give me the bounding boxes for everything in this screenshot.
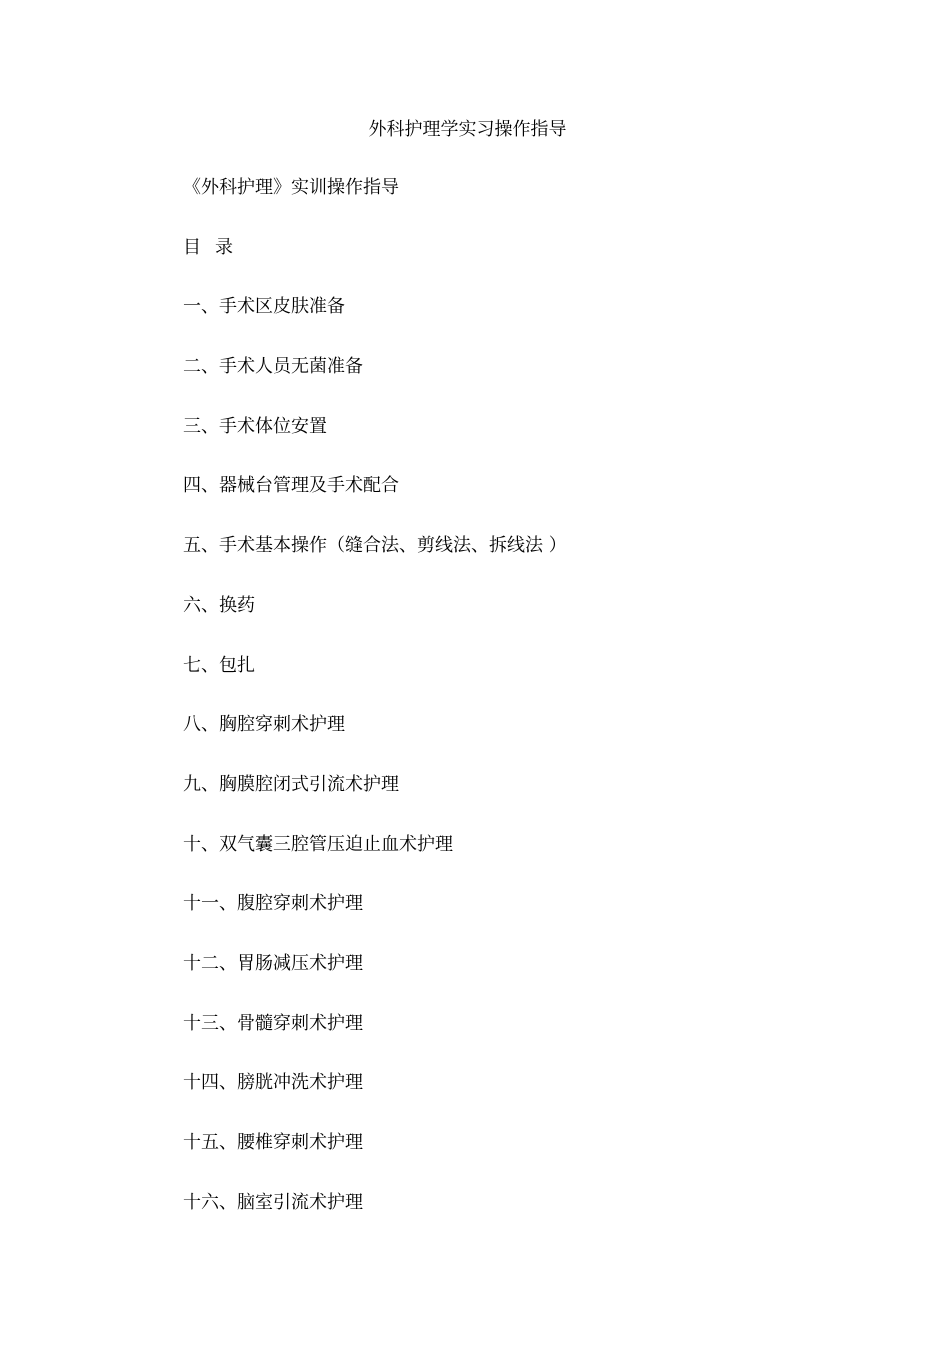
toc-heading-first: 目 xyxy=(183,236,201,258)
toc-item: 九、胸膜腔闭式引流术护理 xyxy=(183,773,399,795)
toc-item: 十二、胃肠减压术护理 xyxy=(183,952,363,974)
document-title: 外科护理学实习操作指导 xyxy=(368,119,567,140)
toc-item: 十五、腰椎穿刺术护理 xyxy=(183,1132,363,1153)
toc-item: 五、手术基本操作（缝合法、剪线法、拆线法 ） xyxy=(183,535,567,557)
toc-item: 八、胸腔穿刺术护理 xyxy=(183,714,345,736)
document-body xyxy=(183,176,567,1250)
document-subtitle: 《外科护理》实训操作指导 xyxy=(183,177,399,198)
toc-item: 二、手术人员无菌准备 xyxy=(183,356,363,378)
toc-item: 七、包扎 xyxy=(183,654,255,676)
toc-item: 四、器械台管理及手术配合 xyxy=(183,475,399,497)
toc-heading-second: 录 xyxy=(215,236,233,258)
toc-item: 一、手术区皮肤准备 xyxy=(183,296,345,318)
toc-item: 三、手术体位安置 xyxy=(183,415,327,437)
toc-item: 十一、腹腔穿刺术护理 xyxy=(183,893,363,915)
toc-item: 十、双气囊三腔管压迫止血术护理 xyxy=(183,833,453,855)
toc-heading xyxy=(183,236,567,296)
toc-item: 十三、骨髓穿刺术护理 xyxy=(183,1012,363,1034)
toc-item: 十四、膀胱冲洗术护理 xyxy=(183,1072,363,1094)
toc-item: 六、换药 xyxy=(183,594,255,616)
toc-item: 十六、脑室引流术护理 xyxy=(183,1191,363,1213)
